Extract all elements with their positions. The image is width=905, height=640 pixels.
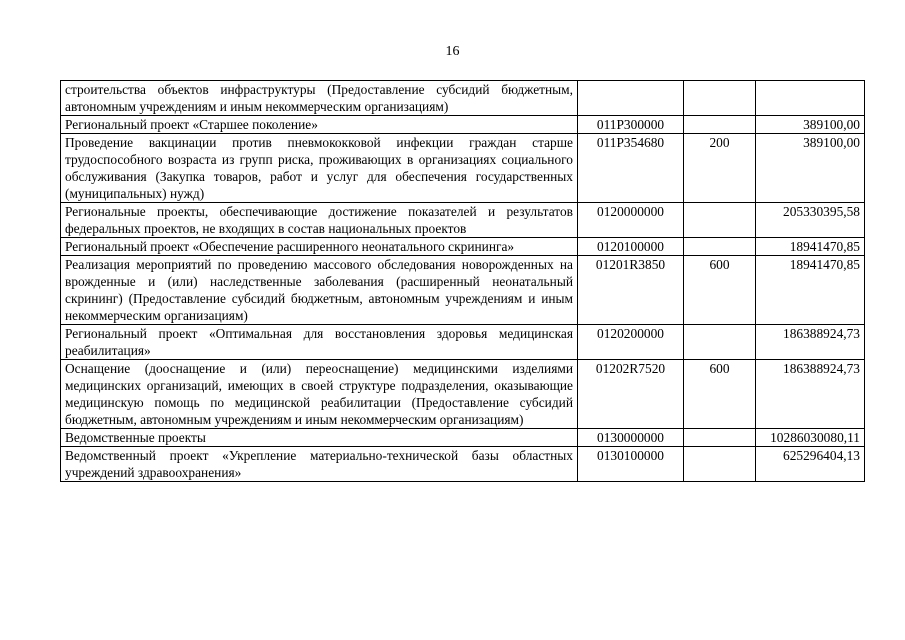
row-code-cell: 0130000000	[578, 429, 684, 447]
row-name-cell: Региональные проекты, обеспечивающие достижение показателей и результатов федеральных проектов, не входящих в состав национальных проектов	[61, 203, 578, 238]
row-expense-type-cell	[684, 116, 756, 134]
row-name-cell: Региональный проект «Обеспечение расширенного неонатального скрининга»	[61, 238, 578, 256]
row-amount-cell: 389100,00	[756, 116, 865, 134]
row-amount-cell: 18941470,85	[756, 238, 865, 256]
row-name-cell: Региональный проект «Старшее поколение»	[61, 116, 578, 134]
row-amount-cell: 186388924,73	[756, 325, 865, 360]
table-row	[61, 325, 865, 360]
row-code-cell: 0120100000	[578, 238, 684, 256]
row-code-cell	[578, 81, 684, 116]
row-amount-cell: 18941470,85	[756, 256, 865, 325]
row-name-cell: Проведение вакцинации против пневмококковой инфекции граждан старше трудоспособного возраста из групп риска, проживающих в организациях социального обслуживания (Закупка товаров, работ и услуг для обеспечения государственных (муниципальных) нужд)	[61, 134, 578, 203]
row-expense-type-cell	[684, 81, 756, 116]
table-row	[61, 238, 865, 256]
row-code-cell: 01201R3850	[578, 256, 684, 325]
table-row	[61, 429, 865, 447]
row-expense-type-cell: 200	[684, 134, 756, 203]
row-amount-cell	[756, 81, 865, 116]
row-expense-type-cell: 600	[684, 360, 756, 429]
row-amount-cell: 10286030080,11	[756, 429, 865, 447]
table-row	[61, 447, 865, 482]
table-row	[61, 81, 865, 116]
row-code-cell: 0120000000	[578, 203, 684, 238]
table-row	[61, 360, 865, 429]
row-name-cell: Ведомственные проекты	[61, 429, 578, 447]
row-expense-type-cell	[684, 429, 756, 447]
table-row	[61, 256, 865, 325]
row-expense-type-cell	[684, 238, 756, 256]
row-name-cell: строительства объектов инфраструктуры (Предоставление субсидий бюджетным, автономным учреждениям и иным некоммерческим организациям)	[61, 81, 578, 116]
row-code-cell: 0130100000	[578, 447, 684, 482]
row-name-cell: Реализация мероприятий по проведению массового обследования новорожденных на врожденные и (или) наследственные заболевания (расширенный неонатальный скрининг) (Предоставление субсидий бюджетным, автономным учреждениям и иным некоммерческим организациям)	[61, 256, 578, 325]
budget-table	[60, 80, 865, 482]
row-code-cell: 0120200000	[578, 325, 684, 360]
row-amount-cell: 389100,00	[756, 134, 865, 203]
row-amount-cell: 625296404,13	[756, 447, 865, 482]
row-expense-type-cell	[684, 447, 756, 482]
row-code-cell: 011Р354680	[578, 134, 684, 203]
table-row	[61, 116, 865, 134]
row-expense-type-cell	[684, 203, 756, 238]
row-name-cell: Оснащение (дооснащение и (или) переоснащение) медицинскими изделиями медицинских организаций, имеющих в своей структуре подразделения, оказывающие медицинскую помощь по медицинской реабилитации (Предоставление субсидий бюджетным, автономным учреждениям и иным некоммерческим организациям)	[61, 360, 578, 429]
row-code-cell: 01202R7520	[578, 360, 684, 429]
table-row	[61, 203, 865, 238]
row-amount-cell: 186388924,73	[756, 360, 865, 429]
page-number: 16	[445, 44, 460, 59]
row-code-cell: 011Р300000	[578, 116, 684, 134]
table-row	[61, 134, 865, 203]
row-amount-cell: 205330395,58	[756, 203, 865, 238]
row-expense-type-cell	[684, 325, 756, 360]
row-name-cell: Региональный проект «Оптимальная для восстановления здоровья медицинская реабилитация»	[61, 325, 578, 360]
row-expense-type-cell: 600	[684, 256, 756, 325]
row-name-cell: Ведомственный проект «Укрепление материально-технической базы областных учреждений здравоохранения»	[61, 447, 578, 482]
